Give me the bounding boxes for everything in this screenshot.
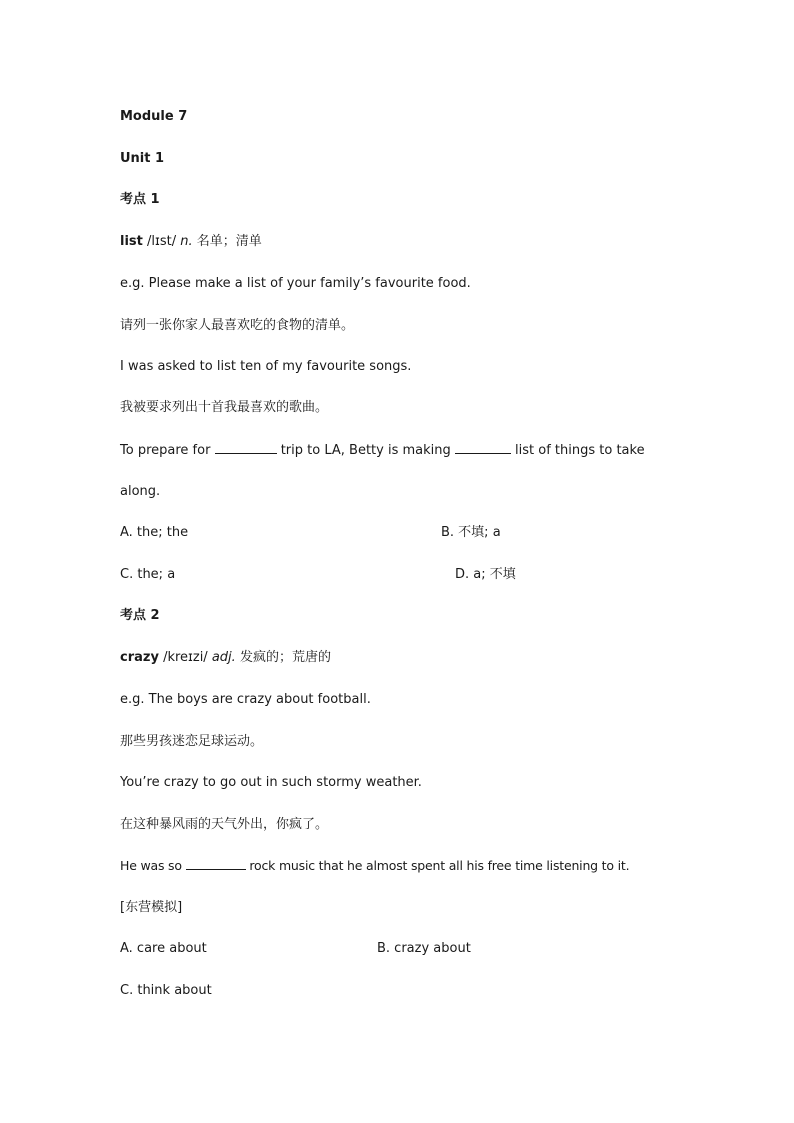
- point1-example2-zh: 我被要求列出十首我最喜欢的歌曲。: [120, 400, 329, 415]
- unit-title: Unit 1: [120, 151, 165, 166]
- point2-option-b: B. crazy about: [377, 941, 471, 956]
- point2-example2-en: You’re crazy to go out in such stormy weather.: [120, 775, 422, 790]
- point1-example2-en: I was asked to list ten of my favourite songs.: [120, 359, 412, 374]
- point2-meaning: 发疯的；荒唐的: [239, 650, 331, 665]
- point2-phonetic: /kreɪzi/: [163, 650, 208, 665]
- point1-question-part3: list of things to take: [515, 443, 645, 458]
- point2-question-part1: He was so: [120, 858, 182, 873]
- answer-blank-1: [215, 442, 277, 454]
- point1-option-b: B. 不填; a: [441, 525, 501, 540]
- point1-option-a: A. the; the: [120, 525, 189, 540]
- point2-example2-zh: 在这种暴风雨的天气外出，你疯了。: [120, 817, 329, 832]
- point1-question: [120, 442, 645, 459]
- point1-question-part1: To prepare for: [120, 443, 211, 458]
- point1-question-part2: trip to LA, Betty is making: [280, 443, 451, 458]
- point1-meaning: 名单；清单: [196, 234, 262, 249]
- point1-example1-zh: 请列一张你家人最喜欢吃的食物的清单。: [120, 318, 355, 333]
- point2-pos: adj.: [211, 650, 236, 665]
- point2-option-c: C. think about: [120, 983, 212, 998]
- answer-blank-3: [186, 858, 246, 870]
- answer-blank-2: [455, 442, 511, 454]
- point2-example1-zh: 那些男孩迷恋足球运动。: [120, 734, 264, 749]
- point2-entry: [120, 650, 331, 666]
- point2-question-part2: rock music that he almost spent all his free time listening to it.: [249, 858, 630, 873]
- point1-entry: [120, 234, 262, 250]
- point2-heading: 考点 2: [120, 608, 160, 623]
- point2-option-a: A. care about: [120, 941, 207, 956]
- point2-example1-en: e.g. The boys are crazy about football.: [120, 692, 371, 707]
- point1-pos: n.: [180, 234, 193, 249]
- point1-example1-en: e.g. Please make a list of your family’s favourite food.: [120, 276, 471, 291]
- point1-option-d: D. a; 不填: [455, 567, 516, 582]
- point1-option-c: C. the; a: [120, 567, 176, 582]
- module-title: Module 7: [120, 109, 188, 124]
- point1-heading: 考点 1: [120, 192, 160, 207]
- point2-word: crazy: [120, 650, 159, 665]
- point1-phonetic: /lɪst/: [147, 234, 177, 249]
- point2-question: [120, 858, 629, 874]
- point2-source: [东营模拟]: [120, 900, 183, 915]
- point1-question-cont: along.: [120, 484, 161, 499]
- point1-word: list: [120, 234, 143, 249]
